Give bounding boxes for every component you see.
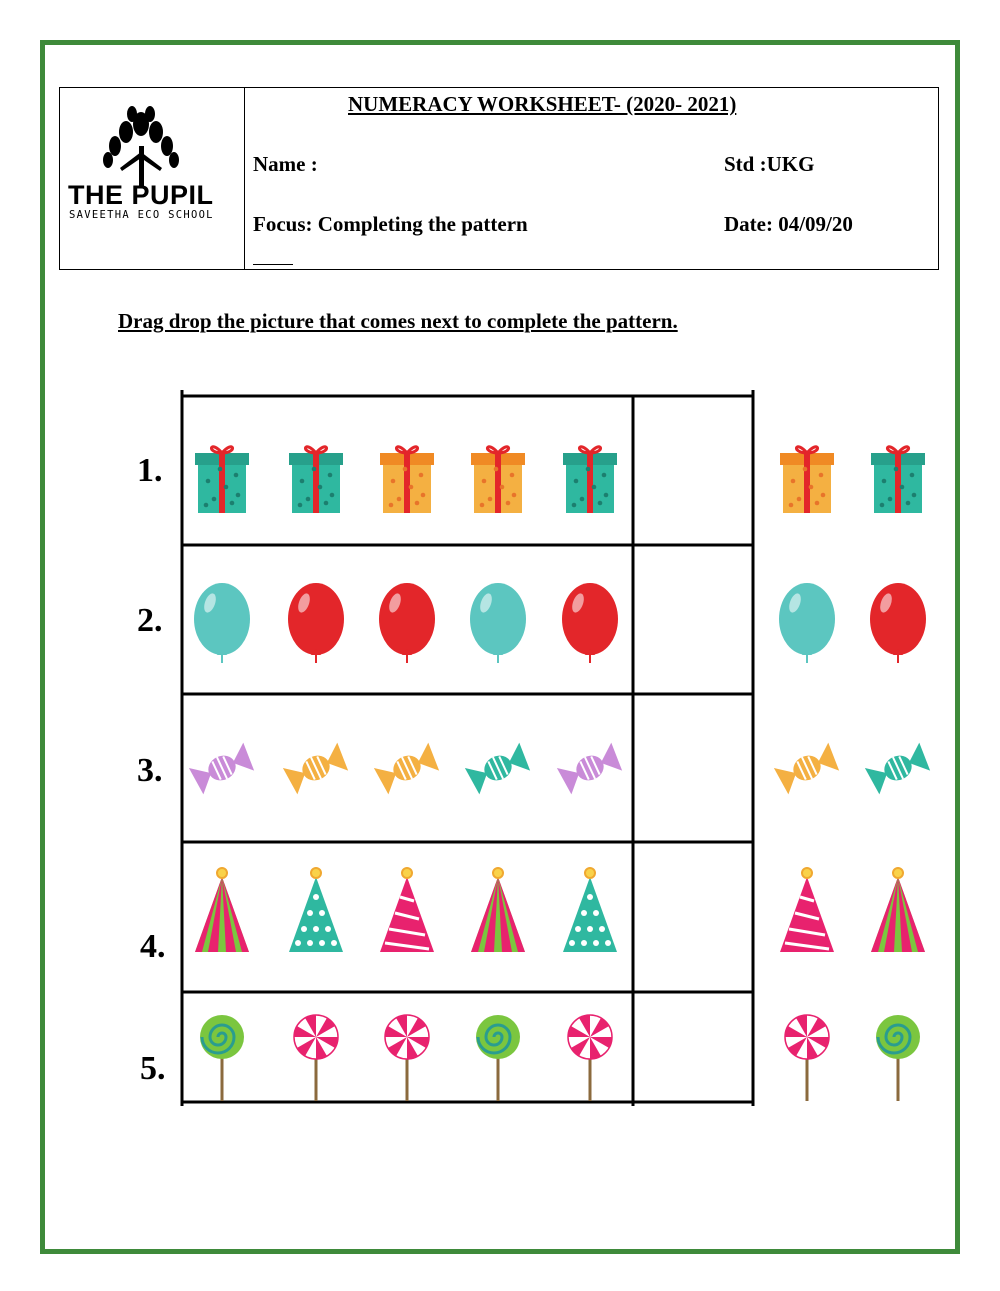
pattern-lollipop-pink-icon xyxy=(385,1015,429,1101)
pattern-hat-pink-icon xyxy=(380,868,434,952)
row-number-1: 1. xyxy=(137,452,163,489)
pattern-balloon-red-icon xyxy=(288,583,344,663)
pattern-lollipop-pink-icon xyxy=(568,1015,612,1101)
draggable-option-lollipop-pink-icon[interactable] xyxy=(785,1015,829,1101)
drop-zone-1[interactable] xyxy=(635,398,751,543)
pattern-hat-striped-icon xyxy=(471,868,525,952)
instruction-text: Drag drop the picture that comes next to complete the pattern. xyxy=(118,309,678,333)
draggable-option-gift-teal-icon[interactable] xyxy=(871,447,925,513)
focus-label: Focus: Completing the pattern xyxy=(253,212,528,236)
logo-brand: THE PUPIL xyxy=(68,180,214,210)
pattern-candy-purple-icon xyxy=(557,743,624,796)
draggable-option-lollipop-green-icon[interactable] xyxy=(876,1015,920,1101)
pattern-candy-teal-icon xyxy=(465,743,532,796)
drop-zone-5[interactable] xyxy=(635,994,751,1100)
pattern-gift-teal-icon xyxy=(195,447,249,513)
pattern-hat-dotted-icon xyxy=(563,868,617,952)
pattern-candy-orange-icon xyxy=(374,743,441,796)
pattern-hat-dotted-icon xyxy=(289,868,343,952)
name-label: Name : xyxy=(253,152,318,176)
drop-zone-2[interactable] xyxy=(635,547,751,692)
row-number-5: 5. xyxy=(140,1050,166,1087)
row-number-4: 4. xyxy=(140,928,166,965)
pattern-gift-orange-icon xyxy=(380,447,434,513)
pattern-balloon-red-icon xyxy=(562,583,618,663)
pattern-balloon-red-icon xyxy=(379,583,435,663)
draggable-option-candy-teal-icon[interactable] xyxy=(865,743,932,796)
std-label: Std :UKG xyxy=(724,152,815,176)
draggable-option-balloon-teal-icon[interactable] xyxy=(779,583,835,663)
pattern-balloon-teal-icon xyxy=(194,583,250,663)
pattern-lollipop-green-icon xyxy=(476,1015,520,1101)
row-number-3: 3. xyxy=(137,752,163,789)
pattern-gift-orange-icon xyxy=(471,447,525,513)
drop-zone-4[interactable] xyxy=(635,844,751,990)
pattern-balloon-teal-icon xyxy=(470,583,526,663)
row-number-2: 2. xyxy=(137,602,163,639)
pattern-gift-teal-icon xyxy=(289,447,343,513)
pattern-hat-striped-icon xyxy=(195,868,249,952)
draggable-option-gift-orange-icon[interactable] xyxy=(780,447,834,513)
pattern-lollipop-pink-icon xyxy=(294,1015,338,1101)
date-label: Date: 04/09/20 xyxy=(724,212,853,236)
pattern-candy-orange-icon xyxy=(283,743,350,796)
pattern-lollipop-green-icon xyxy=(200,1015,244,1101)
draggable-option-balloon-red-icon[interactable] xyxy=(870,583,926,663)
draggable-option-candy-orange-icon[interactable] xyxy=(774,743,841,796)
pattern-gift-teal-icon xyxy=(563,447,617,513)
draggable-option-hat-pink-icon[interactable] xyxy=(780,868,834,952)
logo-subtitle: SAVEETHA ECO SCHOOL xyxy=(69,209,214,221)
draggable-option-hat-striped-icon[interactable] xyxy=(871,868,925,952)
drop-zone-3[interactable] xyxy=(635,696,751,840)
worksheet-title: NUMERACY WORKSHEET- (2020- 2021) xyxy=(348,92,737,116)
pattern-candy-purple-icon xyxy=(189,743,256,796)
